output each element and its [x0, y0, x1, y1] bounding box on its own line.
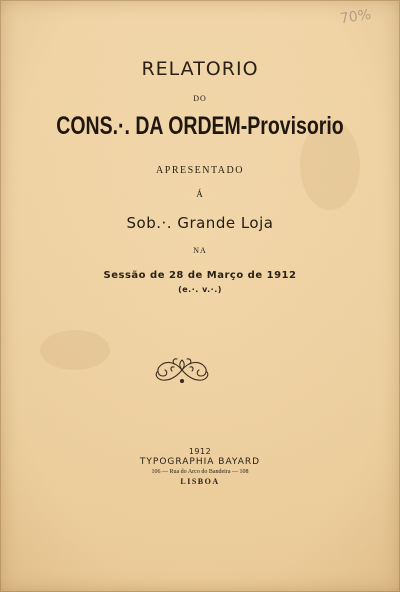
document-title: RELATORIO — [141, 58, 259, 80]
paper-stain — [40, 330, 110, 370]
ornament-icon — [152, 354, 212, 386]
connector-do: DO — [193, 94, 207, 103]
session-date: Sessão de 28 de Março de 1912 — [103, 270, 297, 281]
era-note: (e.·. v.·.) — [178, 285, 222, 294]
apresentado-label: APRESENTADO — [156, 165, 244, 176]
imprint-year: 1912 — [188, 447, 212, 456]
imprint-city: LISBOA — [180, 477, 220, 486]
printer-address: 106 — Rua do Arco do Bandeira — 108 — [151, 469, 249, 475]
connector-a: Á — [196, 189, 204, 199]
pencil-annotation: 70% — [339, 6, 373, 28]
main-heading: CONS.·. DA ORDEM-Provisorio — [56, 112, 344, 140]
printer-name: TYPOGRAPHIA BAYARD — [139, 457, 261, 467]
grande-loja-line: Sob.·. Grande Loja — [126, 214, 274, 232]
connector-na: NA — [193, 246, 207, 255]
